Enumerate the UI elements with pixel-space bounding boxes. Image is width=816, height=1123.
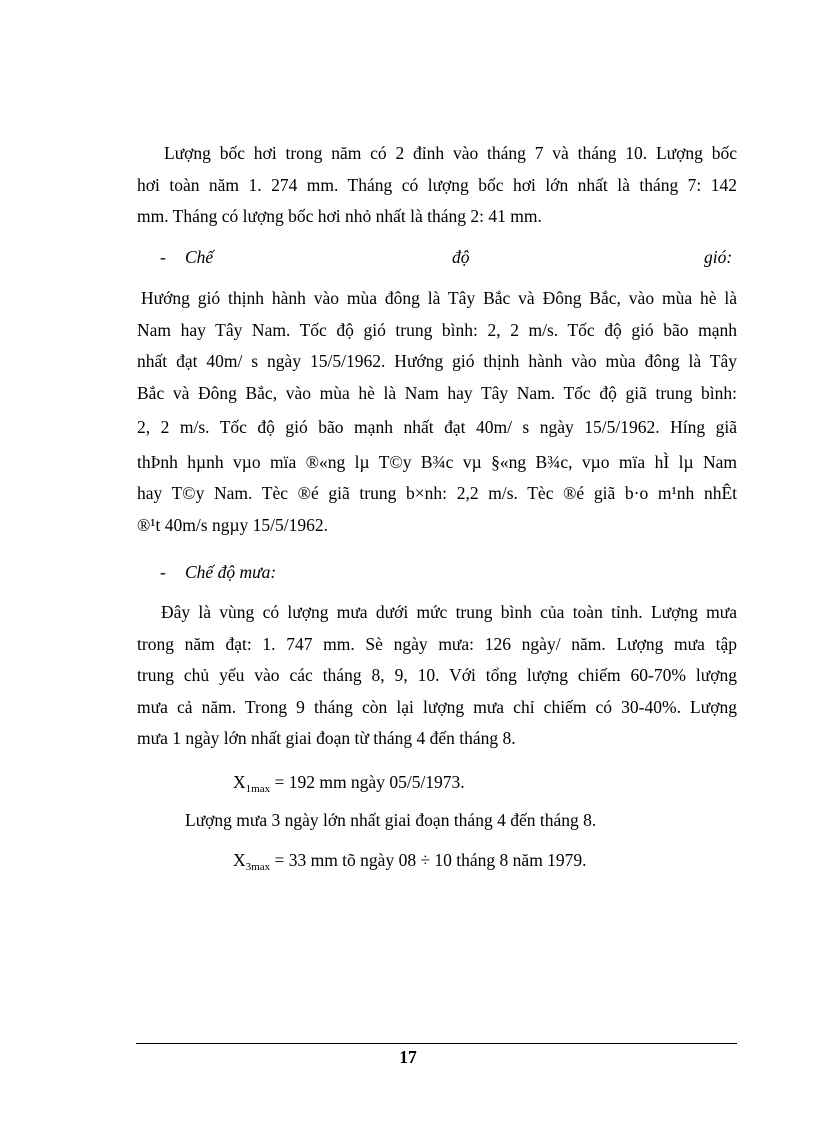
- wind-line-7: hay T©y Nam. Tèc ®é giã trung b×nh: 2,2 m/s. Tèc ®é giã b·o m¹nh nhÊt: [137, 483, 737, 503]
- wind-line-2: Nam hay Tây Nam. Tốc độ gió trung bình: 2, 2 m/s. Tốc độ gió bão mạnh: [137, 319, 737, 340]
- page-number: 17: [399, 1047, 417, 1067]
- wind-line-6: thÞnh hµnh vµo mïa ®«ng lµ T©y B¾c vµ §«ng B¾c, vµo mïa hÌ lµ Nam: [137, 451, 737, 472]
- wind-line-3: nhất đạt 40m/ s ngày 15/5/1962. Hướng gió thịnh hành vào mùa đông là Tây: [137, 351, 737, 371]
- evaporation-line-3: mm. Tháng có lượng bốc hơi nhỏ nhất là tháng 2: 41 mm.: [137, 206, 542, 226]
- wind-heading-word-2: độ: [452, 247, 470, 267]
- wind-line-1: Hướng gió thịnh hành vào mùa đông là Tây Bắc và Đông Bắc, vào mùa hè là: [141, 288, 737, 308]
- formula-x1max: [233, 770, 465, 801]
- wind-line-5: 2, 2 m/s. Tốc độ gió bão mạnh nhất đạt 40m/ s ngày 15/5/1962. Híng giã: [137, 417, 737, 437]
- rain-line-2: trong năm đạt: 1. 747 mm. Sè ngày mưa: 126 ngày/ năm. Lượng mưa tập: [137, 633, 737, 654]
- wind-line-4: Bắc và Đông Bắc, vào mùa hè là Nam hay Tây Nam. Tốc độ giã trung bình:: [137, 382, 737, 403]
- wind-heading-bullet: -: [160, 247, 166, 267]
- rain-line-3: trung chủ yếu vào các tháng 8, 9, 10. Với tổng lượng chiếm 60-70% lượng: [137, 665, 737, 685]
- footer-divider: [136, 1043, 737, 1044]
- formula-x1max-subscript: 1max: [245, 783, 271, 795]
- rain-heading-label: Chế độ mưa:: [185, 562, 277, 582]
- formula-x3max-subscript: 3max: [245, 861, 271, 873]
- formula-x1max-text: = 192 mm ngày 05/5/1973.: [270, 772, 465, 792]
- rain-3day-text: Lượng mưa 3 ngày lớn nhất giai đoạn tháng 4 đến tháng 8.: [185, 810, 597, 830]
- evaporation-paragraph: [137, 138, 737, 233]
- wind-heading-word-3: gió:: [704, 247, 733, 267]
- wind-line-8: ®¹t 40m/s ngµy 15/5/1962.: [137, 514, 328, 535]
- rain-line-5: mưa 1 ngày lớn nhất giai đoạn từ tháng 4 đến tháng 8.: [137, 728, 516, 748]
- wind-heading-word-1: Chế: [185, 247, 214, 267]
- formula-x3max-text: = 33 mm tõ ngày 08 ÷ 10 tháng 8 năm 1979.: [270, 850, 587, 870]
- rain-line-4: mưa cả năm. Trong 9 tháng còn lại lượng mưa chỉ chiếm có 30-40%. Lượng: [137, 696, 737, 717]
- rain-paragraph: [137, 597, 737, 755]
- rain-line-1: Đây là vùng có lượng mưa dưới mức trung bình của toàn tỉnh. Lượng mưa: [161, 602, 737, 622]
- evaporation-line-1: Lượng bốc hơi trong năm có 2 đỉnh vào tháng 7 và tháng 10. Lượng bốc: [164, 143, 737, 163]
- formula-x1max-symbol: X: [233, 772, 246, 792]
- wind-paragraph: [137, 283, 737, 541]
- rain-heading-bullet: -: [160, 562, 166, 582]
- evaporation-line-2: hơi toàn năm 1. 274 mm. Tháng có lượng bốc hơi lớn nhất là tháng 7: 142: [137, 174, 737, 195]
- formula-x3max-symbol: X: [233, 850, 246, 870]
- formula-x3max: [233, 848, 587, 879]
